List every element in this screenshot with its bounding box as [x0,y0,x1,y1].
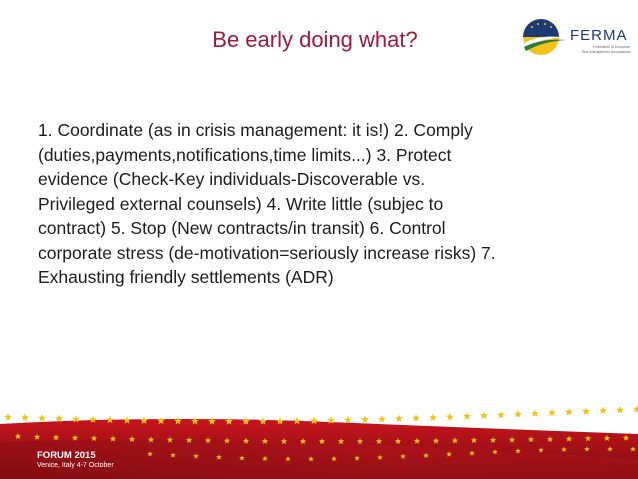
body-line: corporate stress (de-motivation=seriously increase risks) 7. [38,242,496,263]
gold-star-icon [412,414,420,422]
gold-star-icon [55,415,63,423]
gold-star-icon [344,416,352,424]
body-line: evidence (Check-Key individuals-Discoverable vs. [38,169,426,189]
logo-tagline-line: Federation of European [593,45,630,49]
body-line: Privileged external counsels) 4. Write little (subjec to [38,193,444,214]
gold-star-icon [599,407,607,415]
gold-star-icon [480,411,488,419]
gold-star-icon [633,405,638,413]
gold-star-icon [463,412,471,420]
gold-star-icon [514,410,522,418]
gold-star-icon [361,416,369,424]
logo-wordmark: FERMA [570,27,628,44]
slide-body-text [38,118,606,290]
gold-star-icon [38,414,46,422]
body-line: Exhausting friendly settlements (ADR) [38,267,334,287]
ferma-logo [520,14,632,60]
globe-swoosh-icon [520,14,570,60]
gold-star-icon [582,407,590,415]
logo-tagline-line: Risk Management Associations [582,49,631,54]
gold-star-icon [429,413,437,421]
gold-star-icon [616,406,624,414]
gold-star-icon [565,408,573,416]
forum-label: FORUM 2015 [37,450,96,461]
gold-star-icon [548,409,556,417]
body-line: contract) 5. Stop (New contracts/in transit) 6. Control [38,218,446,238]
slide-title: Be early doing what? [212,27,418,52]
gold-star-icon [378,415,386,423]
gold-star-icon [446,413,454,421]
gold-star-icon [531,409,539,417]
body-line: (duties,payments,notifications,time limits...) 3. Protect [38,144,452,165]
gold-star-icon [497,411,505,419]
gold-star-icon [395,415,403,423]
gold-star-icon [4,413,12,421]
gold-star-icon [21,414,29,422]
body-line: 1. Coordinate (as in crisis management: it is!) 2. Comply [38,120,473,140]
logo-tagline [582,45,630,54]
venue-label: Venice, Italy 4-7 October [37,462,114,469]
